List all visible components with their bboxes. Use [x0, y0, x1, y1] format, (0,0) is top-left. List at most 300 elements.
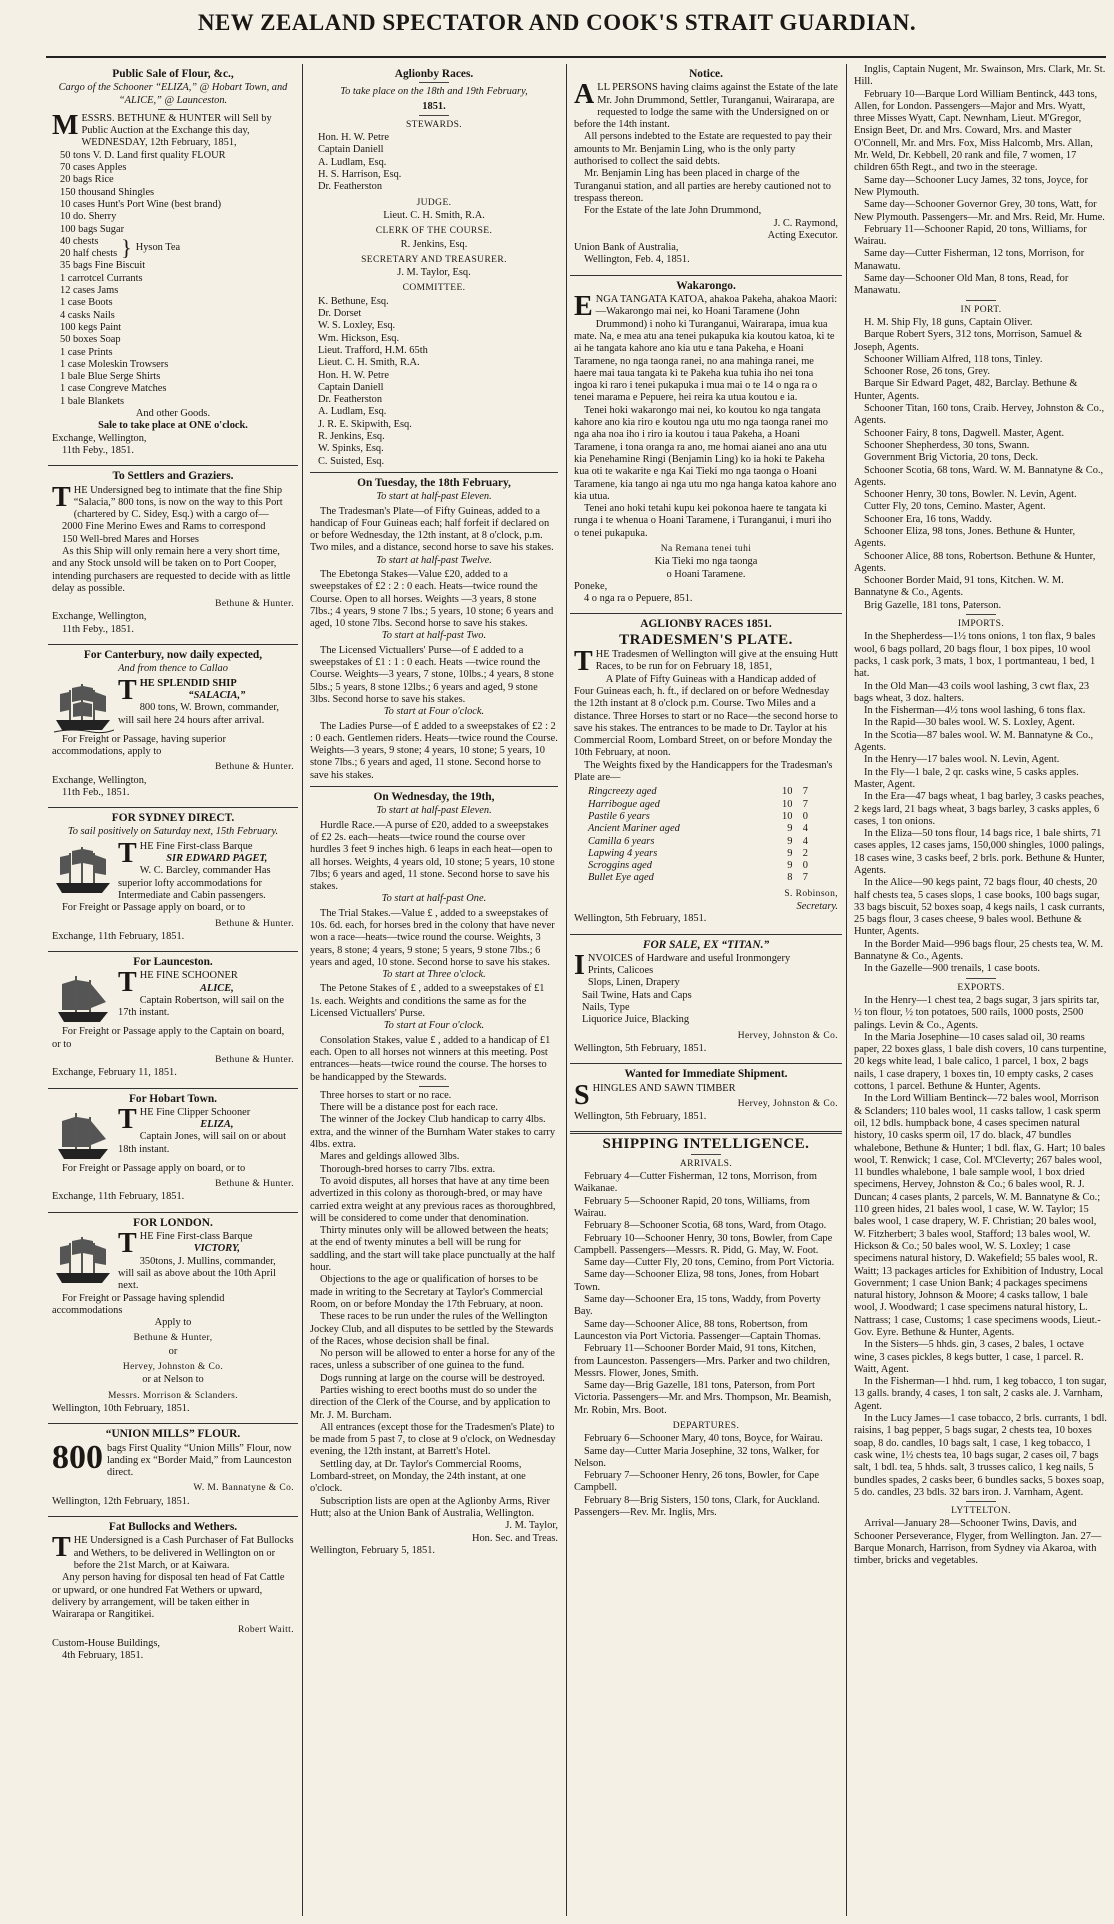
export-entry: In the Fisherman—1 hhd. rum, 1 keg tobacco, 1 ton sugar, 13 galls. brandy, 4 cases, 1 ton salt, 2 casks ale. J. Varnham, Agent.	[854, 1376, 1107, 1412]
in-port-entry: Schooner Henry, 30 tons, Bowler. N. Levin, Agent.	[864, 489, 1077, 501]
divider	[48, 807, 298, 808]
divider	[691, 1154, 721, 1155]
ad-settlers	[48, 470, 298, 640]
race-description: The Licensed Victuallers' Purse—of £ added to a sweepstakes of £1 : 1 : 0 each. Heats —twice round the Course. Weights—3 years, 7 stone, 10lbs.; 4 years, 8 stone 5lbs.; 5 years, 8 stone 12lbs.; 6 years and aged, 9 stone 3lbs. Second horse to save his stakes.	[310, 644, 554, 705]
ad-title: Aglionby Races.	[394, 68, 474, 80]
ad-line: Apply to	[154, 1317, 192, 1329]
list-item: Lieut. Trafford, H.M. 65th	[318, 344, 428, 356]
ad-london	[48, 1217, 298, 1419]
rule-item: Mares and geldings allowed 3lbs.	[320, 1151, 460, 1163]
name-list	[318, 132, 558, 193]
rule-item: There will be a distance post for each race.	[320, 1102, 498, 1114]
weight-stone: 10	[782, 798, 793, 810]
weight-lbs: 0	[802, 810, 808, 822]
horse-name: Pastile 6 years	[588, 810, 650, 822]
shipping-continued	[850, 64, 1112, 1572]
list-item: 40 chests	[60, 235, 99, 247]
weights-table	[588, 786, 808, 884]
rule-item: Thirty minutes only will be allowed between the heats; at the end of twenty minutes a bell will be rung for saddling, and the start will take place punctually at the half hour.	[310, 1225, 555, 1274]
ad-title: Fat Bullocks and Wethers.	[108, 1521, 238, 1534]
ad-body: HE Tradesmen of Wellington will give at the ensuing Hutt Races, to be run for on February 18, 1851,	[595, 649, 838, 673]
ad-titan	[570, 939, 842, 1060]
ad-place: Exchange, Wellington,	[52, 774, 147, 786]
import-entry: In the Eliza—50 tons flour, 14 bags rice, 1 bale shirts, 71 cases apples, 12 cases jams, 150,000 shingles, 1000 palings, 18 cases wine, 3 casks beef, 2 brls. pork. Bethune & Hunter, Agents.	[854, 828, 1105, 876]
list-item: 35 bags Fine Biscuit	[60, 260, 146, 272]
weight-stone: 9	[787, 823, 793, 835]
rule-item: Thorough-bred horses to carry 7lbs. extra.	[320, 1163, 496, 1175]
weight-lbs: 7	[802, 798, 808, 810]
ad-body: A Plate of Fifty Guineas with a Handicap added of Four Guineas each, h. ft., if declared on or before Wednesday the 12th instant at 8 o'clock p.m. Course. Two Miles and a distance. Three Horses to start or no Race—the second horse to save his stakes. The entrances to be made to Dr. Taylor at his Commercial Room, Lombard Street, on or before Monday the 10th February, at noon.	[574, 673, 838, 759]
list-item: Nails, Type	[582, 1002, 630, 1014]
column-4	[850, 64, 1112, 1916]
ad-wanted	[570, 1068, 842, 1127]
rule-item: Parties wishing to erect booths must do so under the direction of the Clerk of the Course, and by application to Mr. J. M. Burcham.	[310, 1384, 551, 1421]
ad-title: FOR LONDON.	[133, 1216, 213, 1229]
export-entry: In the Lord William Bentinck—72 bales wool, Morrison & Sclanders; 110 bales wool, 11 casks tallow, 1 cask sperm oil, 12 bdls. humpback bone, 4 cases specimen natural history, 10 casks sperm oil, 17 do. black, 47 bundles whalebone, Bethune & Hunter; 1 bdl. flax, G. Hart; 10 bales wool, T. Renwick; 1 case, Col. M'Cleverty; 267 bales wool, 11 bundles whalebone, 1 bale sample wool, 1 box dried specimens, Hervey, Johnston & Co.; 6 bales wool, R. J. Duncan; 4 cases plants, 2 parcels, W. M. Bannatyne & Co.; 110 green hides, 21 bales wool, 1 case, W. W. Taylor; 15 bales wool, 1 case drapery, W. F. Christian; 20 bales wool, W. Fitzherbert; 3 bales wool, Stafford; 13 bales wool, W. Hickson & Co.; 50 bales wool, W. S. Loxley; 1 case specimens natural history, D. Wakefield; 55 bales wool, R. Waitt; 13 packages articles for Exhibition of Industry, Local Government; 1 case Union Bank; 4 packages specimens natural history, Johnson & Moore; 4 casks tallow, 1 bale wool, J. Woodward; 1 case specimens natural history, L. Nattrass; 1 case, Customs; 1 case specimens woods, Lieut.-Gov. Eyre. Bethune & Hunter, Agents.	[854, 1093, 1106, 1338]
list-item: Prints, Calicoes	[587, 965, 654, 977]
ad-other: And other Goods.	[135, 408, 211, 420]
section-heading: DEPARTURES.	[672, 1420, 740, 1431]
divider	[570, 1131, 842, 1134]
divider	[966, 300, 996, 301]
ad-time: Sale to take place at ONE o'clock.	[98, 420, 248, 432]
drop-cap: T	[574, 646, 593, 678]
ad-launceston	[48, 956, 298, 1083]
rule-item: To avoid disputes, all horses that have at any time been advertized in this colony as thorough-bred, or may have carried extra weight at any previous races as thoroughbred, will be considered to come under that denomination.	[310, 1175, 556, 1224]
in-port-entry: Brig Gazelle, 181 tons, Paterson.	[864, 599, 1002, 611]
ad-body: NGA TANGATA KATOA, ahakoa Pakeha, ahakoa Maori:—Wakarongo mai nei, ko Hoani Taramene (John Drummond) i noho ki Turanganui, Wairarapa, imua kua mate. Na, e mea atu ana tenei pukapuka kia koutou katoa, ki te ai he tangata kahore ano kia utu e tana Pakeha, e Hoani Taramene, no nga taonga ranei, no ana mahinga ranei, me haere mai taua tangata ki te Pakeha kua tuhia iho nei tona ingoa ki raro i tenei pukapuka i mua mai o te 14 o nga ra o tenei marama e Pepuere, hei reira ka utua koutou e ia.	[574, 294, 838, 404]
rule-item: All entrances (except those for the Tradesmen's Plate) to be made from 5 past 7, to close at 9 o'clock, on Wednesday evening, the 12th instant, at Barrett's Hotel.	[310, 1421, 556, 1458]
ad-signature: S. Robinson,	[784, 888, 838, 899]
ad-line: or	[168, 1345, 178, 1357]
ad-title-large: TRADESMEN'S PLATE.	[619, 631, 793, 648]
sailing-ship-icon	[52, 843, 114, 897]
ad-body: 800 tons, W. Brown, commander, will sail here 24 hours after arrival.	[118, 702, 279, 726]
list-item: J. R. E. Skipwith, Esq.	[318, 418, 412, 430]
in-port-entry: Government Brig Victoria, 20 tons, Deck.	[864, 452, 1039, 464]
ad-title: For Hobart Town.	[128, 1092, 218, 1105]
weight-lbs: 4	[802, 823, 808, 835]
shipping-entry: February 6—Schooner Mary, 40 tons, Boyce, for Wairau.	[584, 1433, 823, 1445]
ad-line: or at Nelson to	[142, 1374, 204, 1386]
ad-body: For Freight or Passage, having superior accommodations, apply to	[52, 733, 226, 757]
in-port-entry: Cutter Fly, 20 tons, Cemino. Master, Agent.	[864, 501, 1046, 513]
horse-weight	[782, 799, 808, 811]
table-row	[588, 823, 808, 835]
in-port-entry: Schooner Shepherdess, 30 tons, Swann.	[864, 439, 1030, 451]
ad-date: Exchange, February 11, 1851.	[52, 1067, 177, 1079]
ad-title: “UNION MILLS” FLOUR.	[105, 1428, 241, 1441]
race-time: To start at Four o'clock.	[383, 706, 485, 718]
ad-body: Captain Robertson, will sail on the 17th instant.	[118, 995, 284, 1019]
sailing-ship-icon	[52, 680, 114, 734]
table-row	[588, 836, 808, 848]
race-description: The Tradesman's Plate—of Fifty Guineas, added to a handicap of Four Guineas each; half forfeit if declared on or before Wednesday, the 12th instant, at 8 o'clock, p.m. Two miles, and a distance, second horse to save his stakes.	[310, 505, 554, 554]
departures-list	[854, 64, 1108, 298]
column-3	[570, 64, 842, 1916]
list-item: Hon. H. W. Petre	[318, 132, 389, 144]
in-port-entry: Barque Robert Syers, 312 tons, Morrison, Samuel & Joseph, Agents.	[854, 329, 1083, 353]
divider	[966, 614, 996, 615]
arrivals-list	[574, 1171, 838, 1417]
in-port-list	[854, 317, 1108, 612]
divider	[570, 275, 842, 276]
ad-line: THE Fine First-class Barque	[118, 837, 253, 869]
ad-title: For Canterbury, now daily expected,	[83, 649, 263, 662]
in-port-entry: Schooner Alice, 88 tons, Robertson. Bethune & Hunter, Agents.	[854, 550, 1096, 574]
divider	[48, 1516, 298, 1517]
ad-canterbury	[48, 649, 298, 803]
list-item: 150 Well-bred Mares and Horses	[62, 533, 199, 545]
ad-title: Notice.	[689, 68, 723, 80]
shipping-entry: Same day—Schooner Era, 15 tons, Waddy, from Poverty Bay.	[574, 1294, 821, 1318]
rule-item: Dogs running at large on the course will be destroyed.	[320, 1372, 545, 1384]
weight-lbs: 2	[802, 847, 808, 859]
list-item: Dr. Dorset	[318, 308, 362, 320]
list-item: 4 casks Nails	[60, 309, 115, 321]
horse-weight	[787, 860, 808, 872]
ship-name: “SALACIA,”	[188, 689, 246, 701]
column-2	[306, 64, 562, 1916]
divider	[419, 115, 449, 116]
table-row	[588, 799, 808, 811]
in-port-entry: Schooner Rose, 26 tons, Grey.	[864, 366, 991, 378]
shipping-entry: Same day—Schooner Old Man, 8 tons, Read, for Manawatu.	[854, 273, 1069, 297]
import-entry: In the Era—47 bags wheat, 1 bag barley, 3 casks peaches, 2 kegs lard, 21 bags wheat, 3 bags barley, 3 casks apples, 6 cases, 1 ton onions.	[854, 791, 1105, 827]
ad-body: HE Undersigned beg to intimate that the fine Ship “Salacia,” 800 tons, is now on the way to this Port (chartered by C. Sidey, Esq.) with a cargo of—	[73, 484, 283, 521]
ship-name: VICTORY,	[193, 1243, 240, 1255]
horse-name: Harribogue aged	[588, 798, 660, 810]
section-heading: STEWARDS.	[405, 119, 463, 130]
list-item: 1 bale Blankets	[60, 395, 125, 407]
ad-signature: Hervey, Johnston & Co.	[737, 1098, 838, 1109]
drop-cap: T	[52, 481, 71, 513]
horse-weight	[787, 823, 808, 835]
ad-place: Exchange, Wellington,	[52, 432, 147, 444]
shipping-entry: February 10—Schooner Henry, 30 tons, Bowler, from Cape Campbell. Passengers—Messrs. R. Pidd, G. May, W. Foot.	[574, 1232, 833, 1256]
horse-name: Bullet Eye aged	[588, 872, 654, 884]
ad-signature: Acting Executor.	[767, 229, 838, 241]
divider	[158, 109, 188, 110]
in-port-entry: Schooner Era, 16 tons, Waddy.	[864, 513, 992, 525]
sailing-ship-icon	[52, 1109, 114, 1163]
export-entry: In the Maria Josephine—10 cases salad oil, 30 reams paper, 22 boxes glass, 1 bale dish covers, 10 cans turpentine, 20 kegs white lead, 1 bale calico, 1 parcel, 1 box, 2 bags nails, 1 case drapery, 1 boxes tin, 10 empty casks, 2 cases cottons, 1 parcel. Bethune & Hunter, Agents.	[854, 1031, 1107, 1093]
export-entry: In the Sisters—5 hhds. gin, 3 cases, 2 bales, 1 octave wine, 3 cases pickles, 8 kegs butter, 1 case, 1 parcel. R. Waitt, Agent.	[854, 1339, 1084, 1375]
rules-list	[310, 1090, 558, 1520]
column-1	[48, 64, 298, 1916]
ad-body: Tenei ano hoki tetahi kupu kei pokonoa haere te tangata ki runga i te whenua o Hoani Taramene, i Turanganui, i muri iho o tenei pukapuka.	[574, 503, 832, 539]
divider	[570, 1063, 842, 1064]
weight-stone: 10	[782, 810, 793, 822]
ad-date: Wellington, 5th February, 1851.	[574, 913, 707, 925]
shipping-entry: Same day—Cutter Fly, 20 tons, Cemino, from Port Victoria.	[584, 1257, 835, 1269]
ad-date: Exchange, 11th February, 1851.	[52, 1191, 185, 1203]
item-list	[60, 260, 294, 408]
divider	[570, 934, 842, 935]
export-entry: In the Lucy James—1 case tobacco, 2 brls. currants, 1 bdl. raisins, 1 bag pepper, 5 bags sugar, 2 chests tea, 10 boxes soap, 8 do. candles, 10 bags salt, 1 case, 1 keg tobacco, 1 cask wine, 1½ chests tea, 10 bags sugar, 2 cases oil, 7 bags salt, 1 bdl. tea, 5 hhds. salt, 3 trusses calico, 1 keg nails, 5 bundles spades, 2 casks beer, 6 bundles sacks, 5 boxes soap, 5 do. candles, 23 bdls. 32 bars iron. J. Varnham, Agent.	[854, 1413, 1107, 1498]
divider	[570, 613, 842, 614]
weight-stone: 9	[787, 860, 793, 872]
horse-weight	[787, 848, 808, 860]
ad-line: THE Fine First-class Barque	[118, 1228, 253, 1260]
list-item: Hyson Tea	[135, 242, 181, 253]
list-item: 100 kegs Paint	[60, 321, 122, 333]
list-item: 100 bags Sugar	[60, 223, 125, 235]
ad-body: bags First Quality “Union Mills” Flour, now landing ex “Border Maid,” from Launceston direct.	[107, 1442, 292, 1479]
ad-flour-sale	[48, 68, 298, 461]
column-rule	[302, 64, 303, 1916]
section-heading: EXPORTS.	[957, 982, 1005, 993]
ad-title: To Settlers and Graziers.	[112, 470, 234, 483]
race-time: To start at half-past Two.	[381, 630, 487, 642]
rule-item: Objections to the age or qualification of horses to be made in writing to the Secretary at Taylor's Commercial Room, on or before Monday the 17th February, at noon.	[310, 1274, 544, 1310]
ad-title: Wakarongo.	[676, 279, 736, 292]
section-heading: SECRETARY AND TREASURER.	[361, 254, 507, 265]
imports-list	[854, 631, 1108, 975]
race-day-heading: On Wednesday, the 19th,	[373, 791, 495, 804]
ad-line: THE Fine Clipper Schooner	[118, 1103, 251, 1135]
in-port-entry: Schooner Titan, 160 tons, Craib. Hervey, Johnston & Co., Agents.	[854, 403, 1105, 427]
import-entry: In the Rapid—30 bales wool. W. S. Loxley, Agent.	[864, 717, 1075, 729]
rule-item: These races to be run under the rules of the Wellington Jockey Club, and all disputes to be settled by the Stewards of the Races, whose decision shall be final.	[310, 1311, 554, 1347]
ad-signature: W. M. Bannatyne & Co.	[193, 1483, 294, 1494]
race-description: The Petone Stakes of £ , added to a sweepstakes of £1 1s. each. Weights and conditions the same as for the Licensed Victuallers' Purse.	[310, 983, 545, 1020]
horse-name: Camilla 6 years	[588, 835, 655, 847]
ad-aglionby-races	[306, 68, 562, 1561]
ad-body: 350tons, J. Mullins, commander, will sail as above about the 10th April next.	[118, 1255, 276, 1292]
weight-lbs: 7	[802, 872, 808, 884]
ad-union-mills	[48, 1428, 298, 1512]
divider	[48, 1212, 298, 1213]
shipping-entry: February 11—Schooner Rapid, 20 tons, Williams, for Wairau.	[854, 223, 1087, 248]
sailing-ship-icon	[52, 972, 114, 1026]
import-entry: In the Henry—17 bales wool. N. Levin, Agent.	[864, 754, 1060, 766]
race-time: To start at half-past Twelve.	[376, 554, 492, 566]
ad-signature: Bethune & Hunter.	[215, 762, 294, 773]
table-row	[588, 872, 808, 884]
section-heading: ARRIVALS.	[679, 1158, 733, 1169]
list-item: Hon. H. W. Petre	[318, 369, 389, 381]
list-item: 10 cases Hunt's Port Wine (best brand)	[60, 198, 222, 210]
exports-list	[854, 995, 1108, 1499]
item-list	[582, 965, 838, 1026]
ad-body: For the Estate of the late John Drummond,	[584, 205, 762, 217]
ad-title: FOR SALE, EX “TITAN.”	[642, 938, 770, 951]
ship-name: ELIZA,	[200, 1119, 234, 1131]
shipping-entry: Same day—Schooner Governor Grey, 30 tons, Watt, for New Plymouth. Passengers—Mr. and Mrs. Reid, Mr. Hume.	[854, 199, 1105, 223]
list-item: K. Bethune, Esq.	[318, 295, 389, 307]
race-description: The Ladies Purse—of £ added to a sweepstakes of £2 : 2 : 0 each. Gentlemen riders. Heats—twice round the Course. Weights—3 years, 9 stone; 4 years, 10 stone; 5 years, 10 stone 7lbs.; 6 years and aged, 11 stone. Second horse to save his stakes.	[310, 720, 558, 781]
divider	[48, 1088, 298, 1089]
ad-notice	[570, 68, 842, 271]
ad-signature: Bethune & Hunter.	[215, 918, 294, 929]
rule-item: Settling day, at Dr. Taylor's Commercial Rooms, Lombard-street, on Monday, the 24th instant, at one o'clock.	[310, 1458, 526, 1495]
ad-signature: Robert Waitt.	[238, 1625, 294, 1636]
ad-body: For Freight or Passage apply on board, or to	[62, 902, 246, 914]
list-item: 50 tons V. D. Land first quality FLOUR	[60, 149, 226, 161]
ship-name: ALICE,	[199, 982, 234, 994]
table-row	[588, 811, 808, 823]
list-item: Captain Daniell	[318, 144, 384, 156]
ad-body: LL PERSONS having claims against the Estate of the late Mr. John Drummond, Settler, Turanganui, Wairarapa, are requested to lodge the same with the Undersigned on or before the 14th instant.	[574, 82, 838, 131]
ad-tradesmens-plate	[570, 618, 842, 929]
ad-date: Wellington, 5th February, 1851.	[574, 1042, 707, 1054]
divider	[48, 951, 298, 952]
race-time: To start at half-past One.	[381, 893, 487, 905]
drop-cap: E	[574, 291, 593, 323]
list-item: 10 do. Sherry	[60, 211, 117, 223]
list-item: 20 bags Rice	[60, 174, 114, 186]
horse-weight	[787, 836, 808, 848]
drop-cap: S	[574, 1079, 590, 1111]
section-heading: LYTTELTON.	[951, 1506, 1011, 1517]
shipping-entry: Same day—Cutter Fisherman, 12 tons, Morrison, for Manawatu.	[854, 248, 1085, 272]
section-heading: CLERK OF THE COURSE.	[375, 226, 493, 237]
section-heading: IN PORT.	[960, 304, 1002, 315]
ad-signature: Hervey, Johnston & Co.	[122, 1362, 224, 1373]
ad-signature: Na Remana tenei tuhi	[660, 543, 752, 554]
masthead-rule	[46, 56, 1106, 58]
ad-place: Union Bank of Australia,	[574, 242, 679, 254]
divider	[48, 1423, 298, 1424]
shipping-entry: Same day—Brig Gazelle, 181 tons, Paterson, from Port Victoria. Passengers—Mr. and Mrs. Thompson, Mr. Beamish, Mr. Robin, Mrs. Boot.	[574, 1380, 832, 1416]
import-entry: In the Old Man—43 coils wool lashing, 3 cwt flax, 23 bags wheat, 3 doz. halters.	[854, 680, 1090, 704]
ad-date: Wellington, 12th February, 1851.	[52, 1495, 190, 1507]
race-time: To start at Four o'clock.	[383, 1020, 485, 1032]
drop-cap: I	[574, 949, 585, 981]
ad-title: Public Sale of Flour, &c.,	[112, 68, 234, 80]
list-item: 1 bale Blue Serge Shirts	[60, 371, 161, 383]
shipping-entry: Same day—Schooner Lucy James, 32 tons, Joyce, for New Plymouth.	[854, 174, 1088, 198]
shipping-intelligence	[570, 1138, 842, 1523]
export-entry: In the Henry—1 chest tea, 2 bags sugar, 3 jars spirits tar, ½ ton flour, ½ ton potatoes, 500 rails, 1000 posts, 2500 palings. Levin & Co., Agents.	[854, 994, 1100, 1031]
list-item: H. S. Harrison, Esq.	[318, 169, 402, 181]
divider	[310, 786, 558, 787]
divider	[419, 1086, 449, 1087]
list-item: C. Suisted, Esq.	[318, 455, 385, 467]
ad-body: The Weights fixed by the Handicappers for the Tradesman's Plate are—	[574, 759, 833, 784]
departures-list	[574, 1433, 838, 1519]
ad-body: ESSRS. BETHUNE & HUNTER will Sell by Public Auction at the Exchange this day, WEDNESDAY, 12th February, 1851,	[81, 112, 272, 149]
ad-signature: Hervey, Johnston & Co.	[737, 1030, 838, 1041]
import-entry: In the Fly—1 bale, 2 qr. casks wine, 5 casks apples. Master, Agent.	[854, 766, 1079, 790]
ad-line: THE SPLENDID SHIP	[118, 674, 237, 706]
list-item: R. Jenkins, Esq.	[318, 431, 385, 443]
divider	[966, 1501, 996, 1502]
divider	[310, 472, 558, 473]
shipping-entry: Same day—Schooner Eliza, 98 tons, Jones, from Hobart Town.	[574, 1269, 819, 1293]
brace-icon: }	[121, 235, 132, 261]
ad-body: Any person having for disposal ten head of Fat Cattle or upward, or one hundred Fat Wethers or upward, delivery by arrangement, will be taken either in Wairarapa or Rangitikei.	[52, 1572, 285, 1621]
list-item: 70 cases Apples	[60, 162, 127, 174]
horse-name: Lapwing 4 years	[588, 847, 658, 859]
weight-stone: 8	[787, 872, 793, 884]
ad-body: All persons indebted to the Estate are requested to pay their amounts to Mr. Benjamin Ling, who is the only party authorised to collect the said debts.	[574, 131, 832, 168]
ad-hobart	[48, 1093, 298, 1208]
list-item: Lieut. C. H. Smith, R.A.	[383, 209, 485, 221]
shipping-entry: February 11—Schooner Border Maid, 91 tons, Kitchen, from Launceston. Passengers—Mrs. Parker and two children, Messrs. Flower, Jones, Smith.	[574, 1343, 830, 1379]
list-item: 2000 Fine Merino Ewes and Rams to correspond	[62, 521, 266, 533]
list-item: A. Ludlam, Esq.	[318, 156, 387, 168]
in-port-entry: Schooner Scotia, 68 tons, Ward. W. M. Bannatyne & Co., Agents.	[854, 464, 1104, 488]
race-time: To start at half-past Eleven.	[376, 805, 492, 817]
import-entry: In the Alice—90 kegs paint, 72 bags flour, 40 chests, 20 half chests tea, 5 cases slops, 1 case books, 100 bags sugar, 33 bags biscuit, 52 boxes soap, 4 kegs nails, 1 cask currants, 25 bags flour, 3 cases cheese, 9 bales wool. Bethune & Hunter, Agents.	[854, 877, 1105, 938]
list-item: Captain Daniell	[318, 381, 384, 393]
ad-body: For Freight or Passage having splendid accommodations	[52, 1292, 225, 1316]
ad-body: NVOICES of Hardware and useful Ironmongery	[587, 952, 791, 964]
horse-weight	[782, 811, 808, 823]
ad-body: For Freight or Passage apply to the Captain on board, or to	[52, 1026, 285, 1050]
ad-date: Exchange, 11th February, 1851.	[52, 930, 185, 942]
race-time: To start at Three o'clock.	[382, 969, 486, 981]
name-list	[318, 296, 558, 468]
ad-signature: Bethune & Hunter.	[215, 1179, 294, 1190]
ad-year: 1851.	[422, 100, 446, 112]
ad-date: Wellington, 5th February, 1851.	[574, 1111, 707, 1123]
table-row	[588, 860, 808, 872]
list-item: 1 case Moleskin Trowsers	[60, 358, 169, 370]
shipping-entry: Inglis, Captain Nugent, Mr. Swainson, Mrs. Clark, Mr. St. Hill.	[854, 64, 1106, 88]
list-item: Wm. Hickson, Esq.	[318, 332, 400, 344]
horse-name: Ringcreezy aged	[588, 786, 657, 798]
drop-cap: T	[52, 1532, 71, 1564]
list-item: R. Jenkins, Esq.	[400, 238, 468, 250]
column-rule	[566, 64, 567, 1916]
horse-name: Ancient Mariner aged	[588, 823, 680, 835]
list-item: W. S. Loxley, Esq.	[318, 320, 396, 332]
ad-bullocks	[48, 1521, 298, 1666]
race-description: Hurdle Race.—A purse of £20, added to a sweepstakes of £2 2s. each—heats—twice round the course over hurdles 3 feet 9 inches high. 6 leaps in each heat—open to all horses. Weights, 4 years old, 10 stone; 5 years, 10 stone 7lbs; 6 years and aged, 11 stone. Second horse to save his stakes.	[310, 819, 555, 893]
ad-body: Mr. Benjamin Ling has been placed in charge of the Turanganui station, and all parties are hereby cautioned not to trespass thereon.	[574, 168, 832, 204]
big-number: 800	[52, 1438, 103, 1476]
ad-signature: Bethune & Hunter.	[215, 599, 294, 610]
shipping-entry: February 8—Schooner Scotia, 68 tons, Ward, from Otago.	[584, 1220, 827, 1232]
shipping-entry: February 5—Schooner Rapid, 20 tons, Williams, from Wairau.	[574, 1195, 810, 1219]
rule-item: The winner of the Jockey Club handicap to carry 4lbs. extra, and the winner of the Burnham Water stakes to carry 4lbs. extra.	[310, 1114, 556, 1151]
in-port-entry: Schooner Eliza, 98 tons, Jones. Bethune & Hunter, Agents.	[854, 525, 1076, 550]
drop-cap: T	[118, 674, 137, 706]
shipping-entry: February 4—Cutter Fisherman, 12 tons, Morrison, from Waikanae.	[574, 1171, 817, 1195]
weight-stone: 10	[782, 786, 793, 798]
divider	[419, 82, 449, 83]
ad-date: 11th Feby., 1851.	[62, 623, 134, 635]
drop-cap: T	[118, 1228, 137, 1260]
rule-item: Three horses to start or no race.	[320, 1089, 452, 1101]
in-port-entry: H. M. Ship Fly, 18 guns, Captain Oliver.	[864, 316, 1033, 328]
divider	[48, 644, 298, 645]
list-item: Sail Twine, Hats and Caps	[582, 989, 692, 1001]
list-item: W. Spinks, Esq.	[318, 443, 384, 455]
ad-title: FOR SYDNEY DIRECT.	[111, 812, 235, 825]
ad-body: Tenei hoki wakarongo mai nei, ko koutou ko nga tangata kahore ano kia riro e koutou nga utu mo nga taonga ranei mo nga aha noa iho i riro ia koutou i taua Pakeha, a Hoani Taramene, i tona oranga ra ano, me homai aianei ano ana utu kia Penehamine Ringi (Benjamin Ling) ko ia hoki te Pakeha kua oti te wakarite e nga Kai Tieki mo nga taonga o Hoani Taramene, kia tango ai nga utu mo nga hanga katoa kahore ano kia utua.	[574, 404, 837, 502]
item-list	[60, 150, 294, 236]
section-heading: JUDGE.	[416, 197, 452, 208]
list-item: 1 case Congreve Matches	[60, 383, 167, 395]
list-item: Lieut. C. H. Smith, R.A.	[318, 357, 420, 369]
column-rule	[846, 64, 847, 1916]
ad-title: Wanted for Immediate Shipment.	[624, 1068, 788, 1081]
import-entry: In the Shepherdess—1½ tons onions, 1 ton flax, 9 bales wool, 6 bags pollard, 20 bags flour, 1 box pipes, 10 wool packs, 1 cask pork, 3 mats, 1 box, 1 portmanteau, 1 bed, 1 hat.	[854, 631, 1096, 680]
weight-stone: 9	[787, 847, 793, 859]
drop-cap: A	[574, 79, 595, 111]
ad-signature: o Hoani Taramene.	[666, 568, 746, 580]
ad-date: Wellington, Feb. 4, 1851.	[584, 254, 690, 266]
rule-item: No person will be allowed to enter a horse for any of the races, unless a subscriber of one guinea to the fund.	[310, 1348, 555, 1372]
ad-sydney	[48, 812, 298, 947]
race-description: The Trial Stakes.—Value £ , added to a sweepstakes of 10s. 6d. each, for horses bred in the colony that have never won a race—heats—twice round the course. Weights, 3 years, 8 stone; 4 years, 9 stone; 5 years, 9 stone 7lbs.; 6 years and aged, 10 stone. Second horse to save his stakes.	[310, 907, 555, 968]
horse-weight	[782, 786, 808, 798]
ad-subtitle: Cargo of the Schooner “ELIZA,” @ Hobart Town, and “ALICE,” @ Launceston.	[58, 82, 288, 106]
